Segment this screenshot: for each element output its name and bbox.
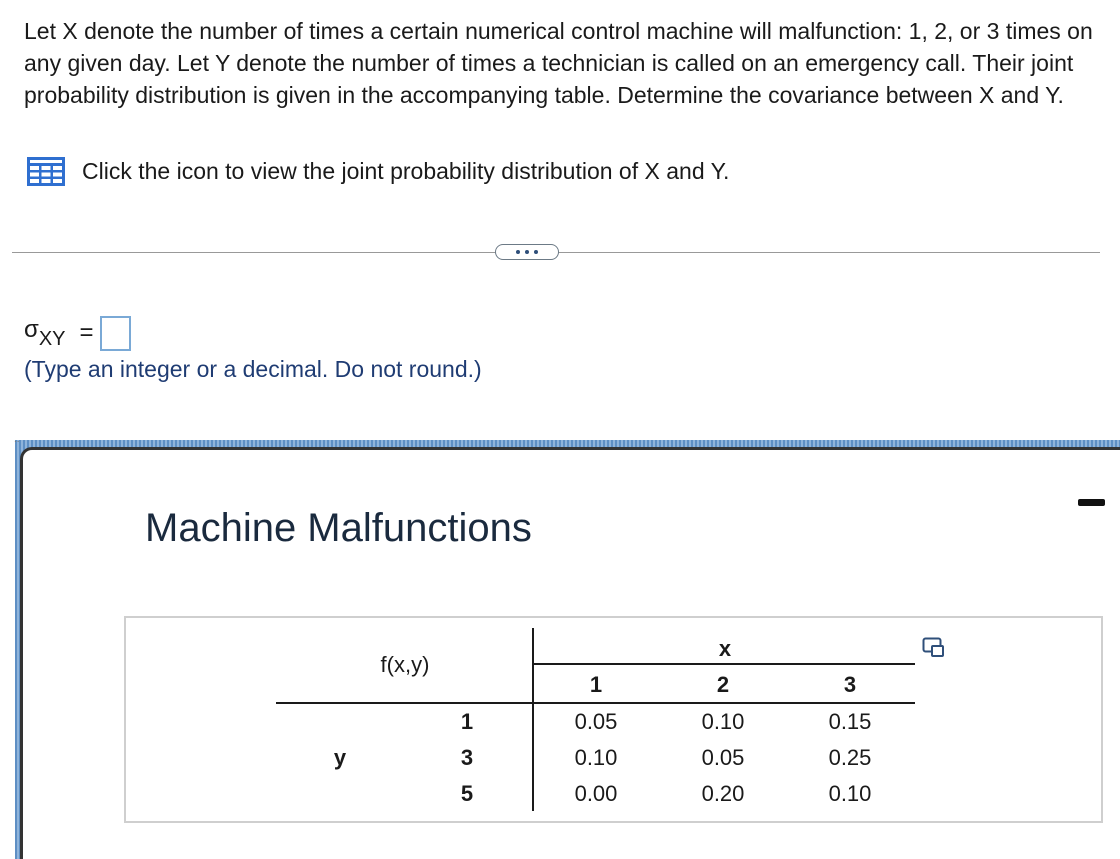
table-cell: 0.10 <box>701 709 745 734</box>
copy-icon[interactable] <box>922 637 946 659</box>
question-text: Let X denote the number of times a certain numerical control machine will malfunction: 1, 2, or 3 times on any given day. Let Y denote the number of times a technician is called on an emergency call. Their joint probability distribution is given in the accompanying table. Determine the covariance between X and Y. <box>24 18 1093 108</box>
table-cell: 0.15 <box>828 709 872 734</box>
ellipsis-icon <box>512 249 542 255</box>
x-axis-label: x <box>718 636 732 661</box>
table-header-rule <box>276 702 915 704</box>
x-value-header: 2 <box>716 672 730 697</box>
y-value-label: 3 <box>460 745 474 770</box>
table-cell: 0.10 <box>574 745 618 770</box>
table-cell: 0.00 <box>574 781 618 806</box>
table-cell: 0.25 <box>828 745 872 770</box>
y-axis-label: y <box>333 745 347 770</box>
covariance-answer-input[interactable] <box>100 316 131 351</box>
panel-corner-dots: .. <box>14 434 20 445</box>
table-cell: 0.05 <box>701 745 745 770</box>
minimize-icon[interactable] <box>1078 499 1105 506</box>
table-cell: 0.10 <box>828 781 872 806</box>
x-value-header: 3 <box>843 672 857 697</box>
y-value-label: 5 <box>460 781 474 806</box>
more-button[interactable] <box>495 244 559 260</box>
corner-label: f(x,y) <box>380 652 430 677</box>
answer-row <box>24 313 131 353</box>
view-distribution-link[interactable] <box>27 155 729 187</box>
answer-hint: (Type an integer or a decimal. Do not round.) <box>24 356 482 382</box>
view-distribution-text[interactable]: Click the icon to view the joint probability distribution of X and Y. <box>82 157 730 184</box>
x-value-header: 1 <box>589 672 603 697</box>
table-grid-icon[interactable] <box>27 157 65 186</box>
equals-sign: = <box>79 319 94 346</box>
covariance-symbol: $\sigma_{XY}$ <box>24 315 66 350</box>
table-vertical-rule <box>532 628 534 811</box>
y-value-label: 1 <box>460 709 474 734</box>
panel-title: Machine Malfunctions <box>145 506 532 550</box>
table-cell: 0.05 <box>574 709 618 734</box>
table-cell: 0.20 <box>701 781 745 806</box>
table-x-header-rule <box>534 663 915 665</box>
